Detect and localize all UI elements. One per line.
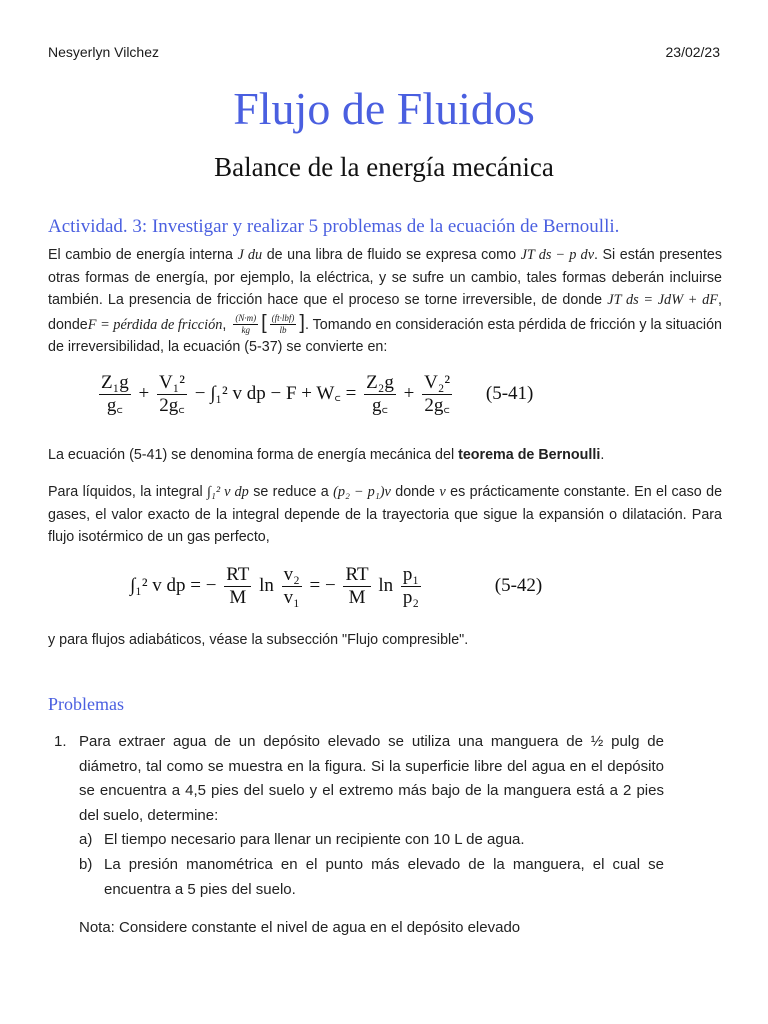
equation-label: (5-41) [485, 382, 534, 404]
problems-heading: Problemas [48, 694, 124, 714]
subitem-text: El tiempo necesario para llenar un recipiente con 10 L de agua. [104, 831, 525, 848]
unit-denominator: kg [241, 325, 250, 336]
denominator: p₂ [402, 587, 419, 608]
text: . [600, 447, 605, 463]
liquids-paragraph [48, 481, 722, 549]
fraction [343, 564, 370, 609]
text: de una libra de fluido se expresa como [262, 247, 521, 263]
numerator: Z₁g [101, 372, 129, 393]
log-operator: ln [378, 574, 394, 596]
math-inline: (p₂ − p₁)v [333, 484, 391, 500]
bernoulli-paragraph [48, 444, 722, 467]
equation-5-41 [96, 372, 533, 417]
bracket-open: [ [261, 311, 267, 334]
numerator: RT [226, 564, 250, 585]
unit-fraction-si [233, 313, 258, 336]
math-inline: J du [237, 247, 263, 263]
fraction [99, 372, 131, 417]
numerator: V₁² [158, 372, 185, 393]
text: es prácticamente constante. En el caso de gases, el valor exacto de la integral depende de la trayectoria que sigue la expansión o dilatación. Para flujo isotérmico de un gas perfecto, [48, 484, 723, 545]
math-inline: JT ds = JdW + dF [607, 292, 719, 308]
numerator: p₁ [402, 564, 419, 585]
numerator: Z₂g [366, 372, 394, 393]
unit-fraction-english [270, 313, 297, 336]
unit-numerator: (ft·lbf) [271, 313, 295, 324]
text: , donde [48, 292, 723, 333]
problem-number: 1. [54, 733, 67, 750]
denominator: g꜀ [371, 395, 389, 416]
adiabatic-paragraph: y para flujos adiabáticos, véase la subsección "Flujo compresible". [48, 632, 469, 648]
math-inline: JT ds − p dv [520, 247, 595, 263]
unit-denominator: lb [279, 325, 287, 336]
denominator: 2g꜀ [424, 395, 450, 416]
numerator: v₂ [283, 564, 300, 585]
log-operator: ln [259, 574, 274, 596]
denominator: M [348, 587, 366, 608]
operator: + [138, 382, 150, 404]
math-inline: ∫₁² v dp [207, 484, 249, 500]
fraction [282, 564, 302, 609]
operator: = − [309, 574, 336, 596]
integral-term: ∫₁² v dp = − [130, 574, 217, 596]
activity-heading: Actividad. 3: Investigar y realizar 5 problemas de la ecuación de Bernoulli. [48, 216, 620, 237]
fraction [157, 372, 187, 417]
math-inline: v [439, 484, 446, 500]
denominator: v₁ [283, 587, 300, 608]
text: se reduce a [248, 484, 334, 500]
denominator: g꜀ [106, 395, 123, 416]
unit-numerator: (N·m) [235, 313, 257, 324]
equation-label: (5-42) [494, 574, 543, 596]
fraction [364, 372, 396, 417]
fraction [401, 564, 421, 609]
text: . Si están presentes otras formas de energía, por ejemplo, la eléctrica, y se sufre un cambio, tales formas deberán incluirse también. La presencia de fricción hace que el proceso se torne irreversible, de donde [48, 247, 723, 308]
document-date: 23/02/23 [665, 44, 720, 60]
fraction [422, 372, 452, 417]
integral-term: ∫₁² v dp − F + W꜀ = [210, 382, 357, 404]
text: La ecuación (5-41) se denomina forma de energía mecánica del [48, 447, 459, 463]
page-subtitle: Balance de la energía mecánica [214, 152, 554, 182]
operator: + [403, 382, 415, 404]
problem-text: Para extraer agua de un depósito elevado se utiliza una manguera de ½ pulg de diámetro, tal como se muestra en la figura. Si la superficie libre del agua en el depósito se encuentra a 4,5 pies del suelo y el extremo más bajo de la manguera está a 2 pies del suelo, determine: [79, 733, 664, 824]
text: . Tomando en consideración esta pérdida de fricción y la situación de irreversibilidad, la ecuación (5-37) se convierte en: [48, 316, 722, 356]
math-inline: F = pérdida de fricción [87, 316, 223, 333]
fraction [224, 564, 251, 609]
page-title: Flujo de Fluidos [233, 83, 535, 134]
numerator: RT [345, 564, 369, 585]
bracket-close: ] [299, 311, 305, 334]
denominator: M [229, 587, 247, 608]
author-name: Nesyerlyn Vilchez [48, 44, 160, 60]
text: El cambio de energía interna [48, 247, 238, 263]
bold-term: teorema de Bernoulli [458, 447, 601, 463]
text: donde [390, 484, 440, 500]
operator: − [194, 382, 206, 404]
subitem-text: La presión manométrica en el punto más elevado de la manguera, el cual se encuentra a 5 pies del suelo. [104, 856, 664, 898]
text: Para líquidos, la integral [48, 484, 208, 500]
subitem-label: b) [79, 856, 93, 873]
numerator: V₂² [424, 372, 451, 393]
subitem-label: a) [79, 831, 93, 848]
denominator: 2g꜀ [159, 395, 185, 416]
equation-5-42 [130, 564, 542, 609]
intro-paragraph [48, 244, 722, 359]
text: , [222, 316, 231, 333]
problem-note: Nota: Considere constante el nivel de agua en el depósito elevado [79, 919, 521, 936]
